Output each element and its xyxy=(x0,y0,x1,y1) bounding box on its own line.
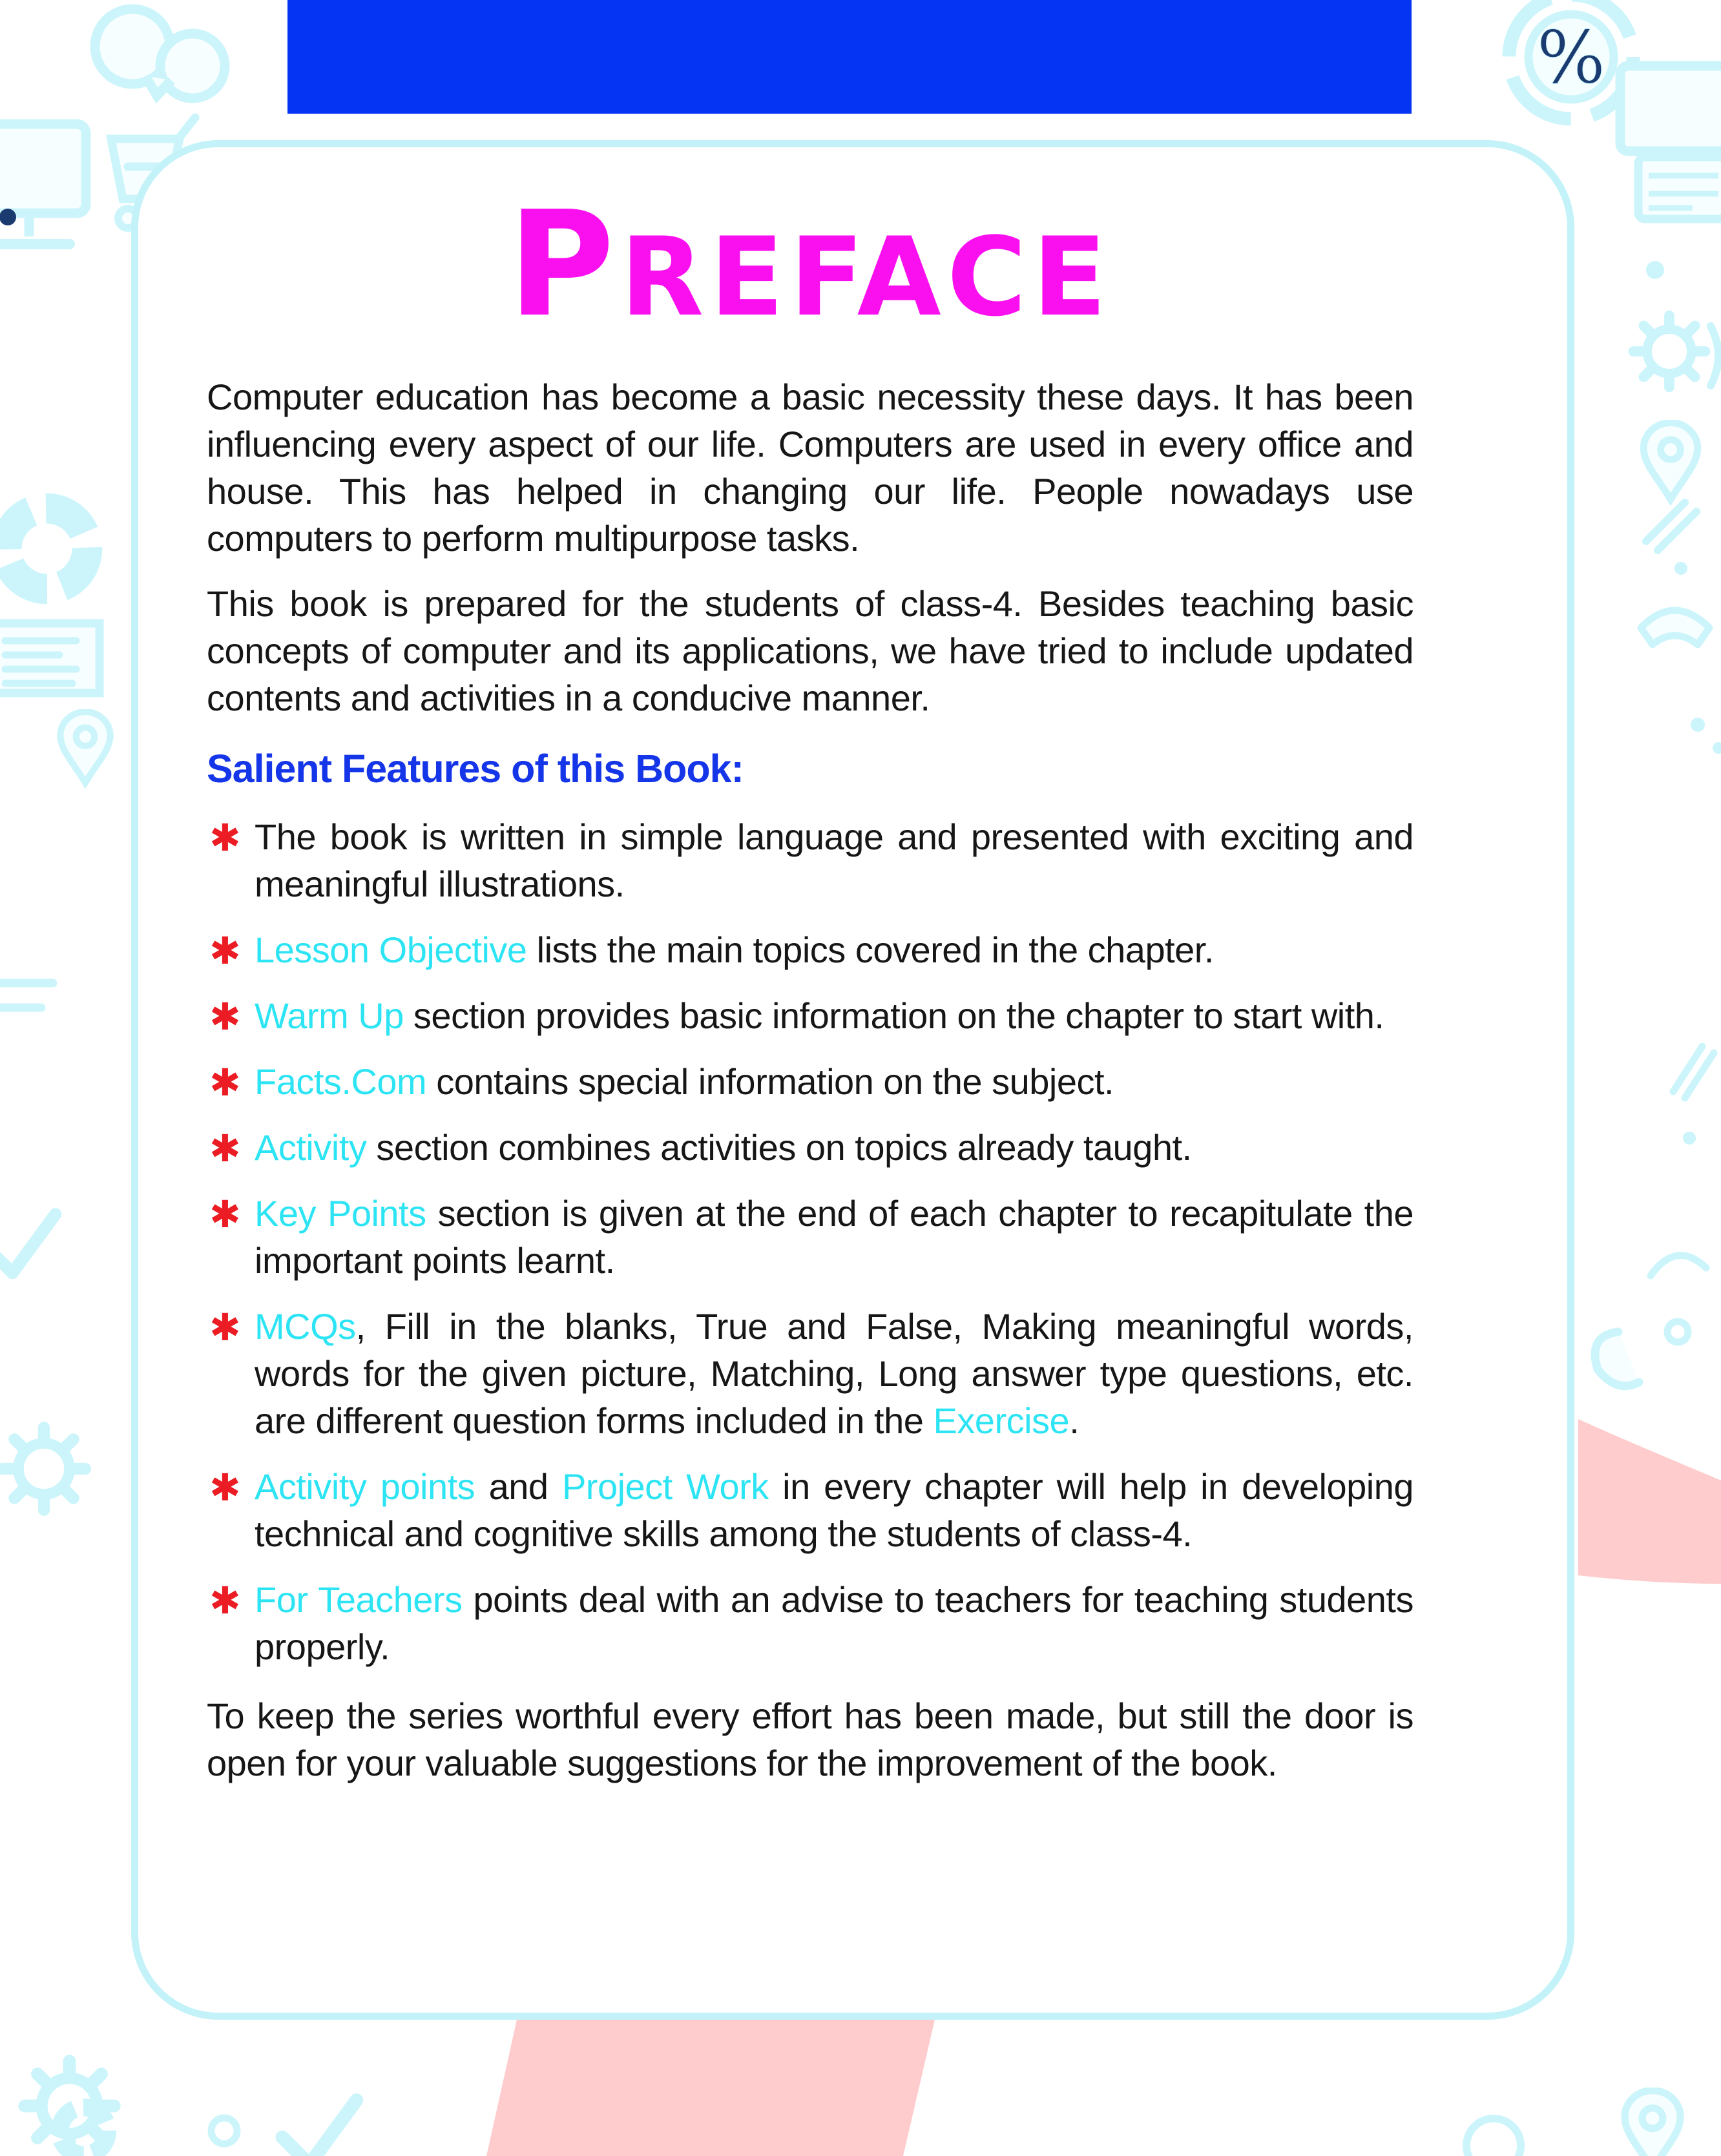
gear-icon-right xyxy=(1634,316,1705,388)
circle-dot-icon xyxy=(211,2118,237,2144)
ring-dot-icon xyxy=(1667,1322,1688,1342)
feature-text: Warm Up section provides basic information on the chapter to start with. xyxy=(255,995,1384,1036)
slash-pair-icon xyxy=(1673,1046,1714,1098)
page-title: PREFACE xyxy=(508,180,1112,349)
bullet-asterisk-icon: ✱ xyxy=(209,995,241,1039)
feature-text: Facts.Com contains special information on the subject. xyxy=(255,1061,1114,1102)
dot-icon-3 xyxy=(1713,742,1721,754)
feature-item xyxy=(207,1463,1413,1557)
monitor-icon xyxy=(0,124,86,244)
bullet-asterisk-icon: ✱ xyxy=(209,1466,241,1509)
curve-icon xyxy=(1651,1256,1706,1276)
feature-text: Activity section combines activities on topics already taught. xyxy=(255,1127,1192,1168)
bullet-asterisk-icon: ✱ xyxy=(209,1305,241,1349)
bullet-asterisk-icon: ✱ xyxy=(209,929,241,973)
bullet-asterisk-icon: ✱ xyxy=(209,816,241,860)
feature-item xyxy=(207,1058,1413,1105)
feature-text: MCQs, Fill in the blanks, True and False, Making meaningful words, words for the given picture, Matching, Long answer type questions, etc. are different question forms included in the Exercise. xyxy=(255,1306,1413,1441)
arc-icon xyxy=(1711,326,1718,386)
features-list xyxy=(207,813,1413,1670)
features-heading: Salient Features of this Book: xyxy=(207,747,744,791)
pink-corner-shape xyxy=(1578,1419,1721,1584)
dot-icon-small xyxy=(1674,562,1687,575)
dot-icon-2 xyxy=(1691,718,1705,732)
feature-item xyxy=(207,992,1413,1039)
phone-icon xyxy=(1641,610,1709,645)
checkmark-icon-bottom xyxy=(282,2100,357,2156)
feature-item xyxy=(207,1190,1413,1284)
percent-symbol: % xyxy=(1536,16,1606,100)
feature-item xyxy=(207,926,1413,973)
navy-dot xyxy=(0,209,16,225)
gear-icon xyxy=(3,1427,85,1510)
closing-paragraph: To keep the series worthful every effort has been made, but still the door is open for your valuable suggestions for the improvement of the book. xyxy=(207,1695,1413,1783)
feature-text: Lesson Objective lists the main topics covered in the chapter. xyxy=(255,929,1214,970)
checkmark-icon xyxy=(0,1214,56,1273)
pie-chart-icon xyxy=(6,508,87,589)
location-pin-icon-bottom xyxy=(1625,2091,1680,2156)
feature-item xyxy=(207,1576,1413,1670)
bullet-asterisk-icon: ✱ xyxy=(209,1126,241,1170)
document-icon xyxy=(0,623,99,693)
preface-card xyxy=(131,140,1574,2020)
pink-parallelogram-shape xyxy=(486,2020,935,2156)
swirl-icon xyxy=(1595,1332,1639,1386)
intro-paragraph-2: This book is prepared for the students of class-4. Besides teaching basic concepts of computer and its applications, we have tried to include updated contents and activities in a conducive manner. xyxy=(207,583,1413,718)
pen-icon xyxy=(1646,503,1696,550)
bullet-asterisk-icon: ✱ xyxy=(209,1061,241,1104)
chat-bubbles-icon xyxy=(95,9,225,98)
feature-item xyxy=(207,1303,1413,1444)
feature-text: Key Points section is given at the end of each chapter to recapitulate the important points learnt. xyxy=(255,1193,1413,1281)
top-banner xyxy=(287,0,1412,114)
percent-badge xyxy=(1509,0,1633,119)
intro-paragraph-1: Computer education has become a basic necessity these days. It has been influencing every aspect of our life. Computers are used in every office and house. This has helped in changing our life. People nowadays use computers to perform multipurpose tasks. xyxy=(207,377,1413,559)
feature-item xyxy=(207,813,1413,907)
calculator-icon xyxy=(1638,157,1721,219)
feature-text: Activity points and Project Work in every chapter will help in developing technical and cognitive skills among the students of class-4. xyxy=(255,1466,1414,1554)
dot-icon xyxy=(1646,261,1664,279)
equals-lines-icon xyxy=(0,983,53,1008)
feature-item xyxy=(207,1124,1413,1171)
bullet-asterisk-icon: ✱ xyxy=(209,1579,241,1622)
feature-text: The book is written in simple language and presented with exciting and meaningful illustrations. xyxy=(255,816,1413,904)
dot-icon-4 xyxy=(1683,1132,1696,1145)
feature-text: For Teachers points deal with an advise to teachers for teaching students properly. xyxy=(255,1579,1413,1667)
monitor-icon-right xyxy=(1620,66,1721,151)
circle-icon-bottom-right xyxy=(1466,2119,1521,2156)
location-pin-icon xyxy=(60,712,110,783)
location-pin-icon-right xyxy=(1643,422,1698,499)
bullet-asterisk-icon: ✱ xyxy=(209,1192,241,1236)
